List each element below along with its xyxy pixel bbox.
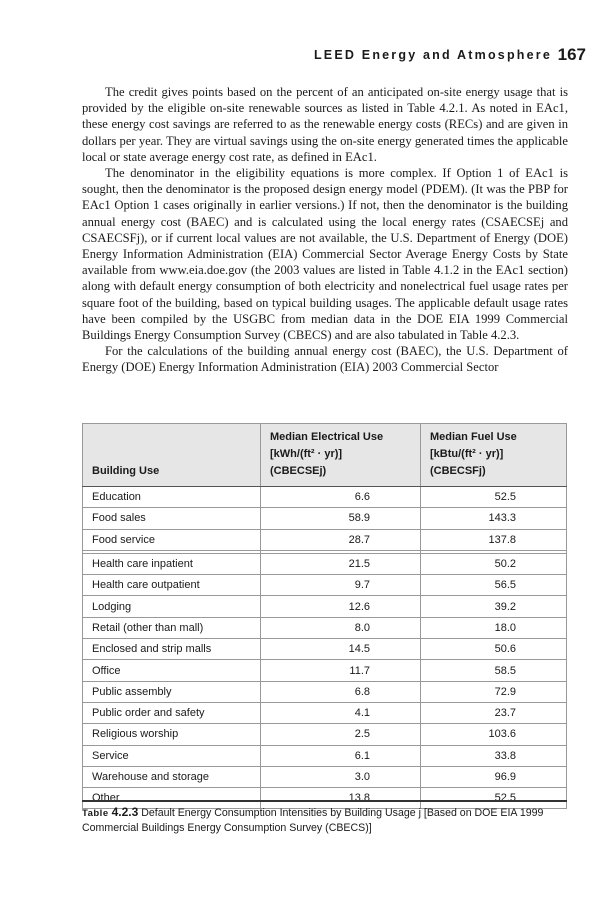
paragraph-2: The denominator in the eligibility equations is more complex. If Option 1 of EAc1 is sought, then the denominator is the proposed design energy model (PDEM). (It was the PBP for EAc1 Option 1 cases originally in earlier versions.) If not, then the denominator is the building annual energy cost (BAEC) and is calculated using the local energy rates (CSAECSEj and CSAECSFj), or if current local values are not available, the U.S. Department of Energy (DOE) Energy Information Administration (EIA) Commercial Sector Average Energy Costs by State available from www.eia.doe.gov (the 2003 values are listed in Table 4.1.2 in the EAc1 section) along with default energy consumption of both electricity and nonelectrical fuel usage rates per square foot of the building, based on typical building usages. The applicable default usage rates have been compiled by the USGBC from median data in the DOE EIA 1999 Commercial Buildings Energy Consumption Survey (CBECS) and are also tabulated in Table 4.2.3. bbox=[82, 166, 568, 343]
header-building-use: Building Use bbox=[83, 424, 261, 487]
cell-fuel: 143.3 bbox=[421, 508, 567, 529]
table-row bbox=[83, 724, 567, 745]
table-row bbox=[83, 553, 567, 574]
cell-electrical: 58.9 bbox=[261, 508, 421, 529]
cell-electrical: 12.6 bbox=[261, 596, 421, 617]
table-row bbox=[83, 508, 567, 529]
cell-fuel: 137.8 bbox=[421, 529, 567, 550]
cell-building-use: Service bbox=[83, 745, 261, 766]
cell-electrical: 3.0 bbox=[261, 766, 421, 787]
cell-building-use: Office bbox=[83, 660, 261, 681]
cell-building-use: Health care outpatient bbox=[83, 575, 261, 596]
table-header-row bbox=[83, 424, 567, 487]
header-fuel-line1: Median Fuel Use bbox=[430, 431, 517, 443]
cell-electrical: 21.5 bbox=[261, 553, 421, 574]
cell-electrical: 9.7 bbox=[261, 575, 421, 596]
paragraph-3: For the calculations of the building annual energy cost (BAEC), the U.S. Department of Energy (DOE) Energy Information Administration (EIA) 2003 Commercial Sector bbox=[82, 344, 568, 375]
header-electrical-line1: Median Electrical Use bbox=[270, 431, 384, 443]
cell-fuel: 50.6 bbox=[421, 639, 567, 660]
energy-table bbox=[82, 423, 567, 809]
cell-electrical: 6.1 bbox=[261, 745, 421, 766]
header-electrical bbox=[261, 424, 421, 487]
cell-building-use: Food service bbox=[83, 529, 261, 550]
table-row bbox=[83, 575, 567, 596]
cell-electrical: 13.8 bbox=[261, 788, 421, 809]
table-row bbox=[83, 639, 567, 660]
cell-fuel: 50.2 bbox=[421, 553, 567, 574]
cell-fuel: 96.9 bbox=[421, 766, 567, 787]
caption-label: Table bbox=[82, 808, 109, 819]
cell-building-use: Public order and safety bbox=[83, 702, 261, 723]
caption-text: Default Energy Consumption Intensities by Building Usage j [Based on DOE EIA 1999 Commercial Buildings Energy Consumption Survey (CBECS)] bbox=[82, 807, 544, 834]
cell-building-use: Health care inpatient bbox=[83, 553, 261, 574]
header-fuel-line2: [kBtu/(ft² · yr)] bbox=[430, 448, 504, 460]
cell-electrical: 6.6 bbox=[261, 487, 421, 508]
header-fuel-line3: (CBECSFj) bbox=[430, 465, 486, 477]
cell-fuel: 56.5 bbox=[421, 575, 567, 596]
header-electrical-line2: [kWh/(ft² · yr)] bbox=[270, 448, 343, 460]
table-row bbox=[83, 745, 567, 766]
cell-fuel: 18.0 bbox=[421, 617, 567, 638]
cell-fuel: 39.2 bbox=[421, 596, 567, 617]
table-row bbox=[83, 660, 567, 681]
cell-building-use: Warehouse and storage bbox=[83, 766, 261, 787]
cell-building-use: Enclosed and strip malls bbox=[83, 639, 261, 660]
cell-fuel: 103.6 bbox=[421, 724, 567, 745]
cell-fuel: 52.5 bbox=[421, 788, 567, 809]
cell-electrical: 8.0 bbox=[261, 617, 421, 638]
cell-electrical: 11.7 bbox=[261, 660, 421, 681]
table-row bbox=[83, 766, 567, 787]
page-number: 167 bbox=[557, 45, 586, 64]
table-row bbox=[83, 681, 567, 702]
header-electrical-line3: (CBECSEj) bbox=[270, 465, 327, 477]
cell-fuel: 52.5 bbox=[421, 487, 567, 508]
body-text bbox=[82, 84, 568, 376]
table-row bbox=[83, 702, 567, 723]
table-row bbox=[83, 617, 567, 638]
caption-number: 4.2.3 bbox=[111, 805, 139, 819]
table-row bbox=[83, 487, 567, 508]
table-row bbox=[83, 529, 567, 550]
cell-building-use: Retail (other than mall) bbox=[83, 617, 261, 638]
cell-electrical: 28.7 bbox=[261, 529, 421, 550]
cell-fuel: 58.5 bbox=[421, 660, 567, 681]
cell-building-use: Lodging bbox=[83, 596, 261, 617]
cell-fuel: 33.8 bbox=[421, 745, 567, 766]
table-body bbox=[83, 487, 567, 809]
paragraph-1: The credit gives points based on the percent of an anticipated on-site energy usage that is provided by the eligible on-site renewable sources as listed in Table 4.2.1. As noted in EAc1, these energy cost savings are referred to as the renewable energy costs (RECs) and are given in dollars per year. They are virtual savings using the on-site energy generated times the applicable local or state average energy cost rate, as defined in EAc1. bbox=[82, 85, 568, 164]
cell-building-use: Education bbox=[83, 487, 261, 508]
cell-fuel: 72.9 bbox=[421, 681, 567, 702]
cell-building-use: Religious worship bbox=[83, 724, 261, 745]
cell-electrical: 6.8 bbox=[261, 681, 421, 702]
table-row bbox=[83, 596, 567, 617]
running-header bbox=[300, 46, 586, 66]
header-fuel bbox=[421, 424, 567, 487]
cell-building-use: Other bbox=[83, 788, 261, 809]
cell-electrical: 14.5 bbox=[261, 639, 421, 660]
cell-electrical: 4.1 bbox=[261, 702, 421, 723]
cell-fuel: 23.7 bbox=[421, 702, 567, 723]
table-caption bbox=[82, 800, 567, 835]
header-title: LEED Energy and Atmosphere bbox=[313, 48, 552, 62]
cell-building-use: Food sales bbox=[83, 508, 261, 529]
cell-building-use: Public assembly bbox=[83, 681, 261, 702]
cell-electrical: 2.5 bbox=[261, 724, 421, 745]
